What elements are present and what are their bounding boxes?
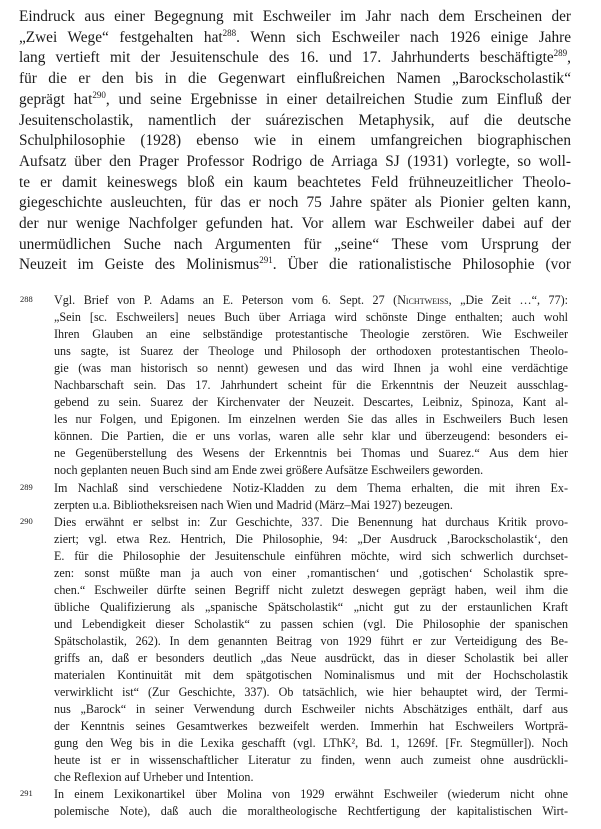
text-fragment: . Wenn sich Eschweiler nach 1926 einige Jahre <box>236 28 572 46</box>
footnote-line: materialen Kontinuität mit dem spätgotischen Nominalismus und mit der Hochscholastik <box>54 668 568 683</box>
text-line <box>19 48 571 69</box>
main-text-block <box>19 7 571 276</box>
footnote-number: 291 <box>20 788 33 799</box>
author-name: Nichtweiss <box>397 293 449 307</box>
footnote-line: Im Nachlaß sind verschiedene Notiz-Kladden zu dem Thema erhalten, die mit ihren Ex- <box>54 480 568 495</box>
text-line <box>19 255 571 276</box>
footnote-line: che Reflexion auf Urheber und Intention. <box>54 770 254 785</box>
footnote-line: heute ist er in wissenschaftlicher Literatur zu finden, wenn auch zumeist ohne ausdrückli- <box>54 753 568 768</box>
footnote-ref-289[interactable]: 289 <box>553 48 568 59</box>
footnote-line: können. Die Partien, die er uns vorlas, waren alle sehr klar und überzeugend: besonders ei- <box>54 429 568 444</box>
footnote-line: ne Gegenüberstellung des Wesens der Erkenntnis bei Thomas und Suarez.“ Aus dem hier <box>54 446 568 461</box>
footnote-line: chen.“ Eschweiler dürfte seinen Begriff nicht zuletzt deswegen geprägt haben, weil ihm die <box>54 582 568 597</box>
text-fragment: , <box>567 49 571 67</box>
text-fragment: . <box>272 256 288 274</box>
footnote-289 <box>0 480 601 514</box>
footnote-288 <box>0 292 601 480</box>
footnote-ref-291[interactable]: 291 <box>259 255 273 266</box>
footnote-body <box>54 514 568 787</box>
text-line: giegeschichte ausleuchten, für das er noch 75 Jahre später als Pionier gelten kann, <box>19 194 571 212</box>
text-line: für die er den bis in die Gegenwart einflußreichen Namen „Barockscholastik“ <box>19 70 571 88</box>
text-line <box>19 28 571 49</box>
footnote-line: gung den Weg bis in die Lexika geschafft (vgl. LThK², Bd. 1, 1269f. [Fr. Stegmüller]). Noch <box>54 736 568 751</box>
footnotes-section <box>0 292 601 820</box>
footnote-line: zen: sonst müßte man ja auch von einer ‚romantischen‘ und ‚gotischen‘ Scholastik spre- <box>54 565 568 580</box>
footnote-line: zerpten u.a. Bibliotheksreisen nach Wien und Madrid (März–Mai 1927) bezeugen. <box>54 497 453 512</box>
footnote-line: gie (was man historisch so nennt) gewesen und das wird Ihnen ja wohl eine verdächtige <box>54 361 568 376</box>
text-fragment: Über die rationalistische Philosophie (vor <box>287 256 571 274</box>
footnote-line <box>54 292 568 309</box>
text-fragment: „Zwei Wege“ festgehalten hat <box>19 28 223 46</box>
text-fragment: , „Die Zeit …“, 77): <box>448 293 568 307</box>
text-fragment: Vgl. Brief von P. Adams an E. Peterson vom 6. Sept. 27 ( <box>54 293 398 307</box>
text-fragment: , und seine Ergebnisse in einer detailreichen Studie zum Einfluß der <box>105 90 571 108</box>
footnote-body <box>54 292 568 480</box>
footnote-line: ziert; vgl. etwa Rez. Hentrich, Die Philosophie, 94: „Der Ausdruck ‚Barockscholastik‘, den <box>54 531 568 546</box>
footnote-line: uns sagte, ist Suarez der Theologe und Philosoph der orthodoxen protestantischen Theolo- <box>54 344 568 359</box>
footnote-line: „Sein [sc. Eschweilers] neues Buch über Arriaga wird schönste Dinge enthalten; auch wohl <box>54 310 568 325</box>
footnote-number: 290 <box>20 515 33 526</box>
footnote-ref-288[interactable]: 288 <box>222 27 237 38</box>
footnote-line: Dies erwähnt er selbst in: Zur Geschichte, 337. Die Benennung hat durchaus Kritik provo- <box>54 514 568 529</box>
footnote-line: nus „Barock“ in seiner Verwendung durch Eschweiler nichts Abschätziges enthält, darf aus <box>54 702 568 717</box>
footnote-line: Spätscholastik, 262). In dem genannten Beitrag von 1929 führt er zur Verteidigung des Be- <box>54 633 568 648</box>
footnote-line: gebend zu sein. Suarez der Kirchenvater der Neuzeit. Descartes, Leibniz, Spinoza, Kant al- <box>54 395 568 410</box>
footnote-line: noch geplanten neuen Buch sind am Ende zwei größere Aufsätze Eschweilers geworden. <box>54 463 484 478</box>
footnote-line: les nur Folgen, und Epigonen. Im einzelnen werden Sie das alles in Eschweilers Buch lesen <box>54 412 568 427</box>
text-line: der nur wenige Nachfolger gefunden hat. Vor allem war Eschweiler dabei auf der <box>19 215 571 233</box>
text-line: te er damit keineswegs bloß ein kaum beachtetes Feld frühneuzeitlicher Theolo- <box>19 173 571 191</box>
text-line: Schulphilosophie (1928) ebenso wie in einem umfangreichen biographischen <box>19 132 571 150</box>
text-line: unermüdlichen Suche nach Argumenten für „seine“ These vom Ursprung der <box>19 235 571 253</box>
footnote-291 <box>0 786 601 820</box>
text-line: Eindruck aus einer Begegnung mit Eschweiler im Jahr nach dem Erscheinen der <box>19 8 571 25</box>
text-fragment: Neuzeit im Geiste des Molinismus <box>19 256 260 274</box>
footnote-line: und Lebendigkeit dieser Scholastik“ zu passen schien (vgl. Die Philosophie der spanischen <box>54 616 568 631</box>
text-fragment: geprägt hat <box>19 90 93 108</box>
footnote-number: 289 <box>20 481 33 492</box>
text-line: Jesuitenscholastik, namentlich der suárezischen Metaphysik, auf die deutsche <box>19 111 571 129</box>
footnote-line: polemische Note), daß auch die moraltheologische Rechtfertigung der kapitalistischen Wirt- <box>54 804 568 819</box>
footnote-body <box>54 480 568 514</box>
footnote-line: verwirklicht ist“ (Zur Geschichte, 337). Ob tatsächlich, wie hier behauptet wird, der Termi- <box>54 685 568 700</box>
footnote-line: übliche Qualifizierung als „spanische Spätscholastik“ „nicht gut zu der erstaunlichen Kraft <box>54 599 568 614</box>
text-line <box>19 90 571 111</box>
footnote-line: E. für die Philosophie der Jesuitenschule einführen möchte, wird sich schwerlich durchset- <box>54 548 568 563</box>
footnote-290 <box>0 514 601 787</box>
footnote-line: Ihren Glauben an eine selbständige protestantische Theologie zerstören. Wie Eschweiler <box>54 327 568 342</box>
footnote-line: griffs an, daß er besonders deutlich „das Neue ausdrückt, das in dieser Scholastik bei aller <box>54 650 568 665</box>
text-line: Aufsatz über den Prager Professor Rodrigo de Arriaga SJ (1931) vorlegte, so woll- <box>19 152 571 170</box>
footnote-body <box>54 786 568 820</box>
footnote-ref-290[interactable]: 290 <box>92 89 106 100</box>
text-fragment: lang vertieft mit der Jesuitenschule des 16. und 17. Jahrhunderts beschäftigte <box>19 49 554 67</box>
footnote-number: 288 <box>20 294 33 304</box>
footnote-line: der Kenntnis seines Gesamtwerkes bezweifelt werden. Immerhin hat Eschweilers Wortprä- <box>54 719 568 734</box>
footnote-line: Nachbarschaft sein. Das 17. Jahrhundert scheint für die Erkenntnis der Neuzeit ausschlag- <box>54 378 568 393</box>
footnote-line: In einem Lexikonartikel über Molina von 1929 erwähnt Eschweiler (wiederum nicht ohne <box>54 787 568 802</box>
